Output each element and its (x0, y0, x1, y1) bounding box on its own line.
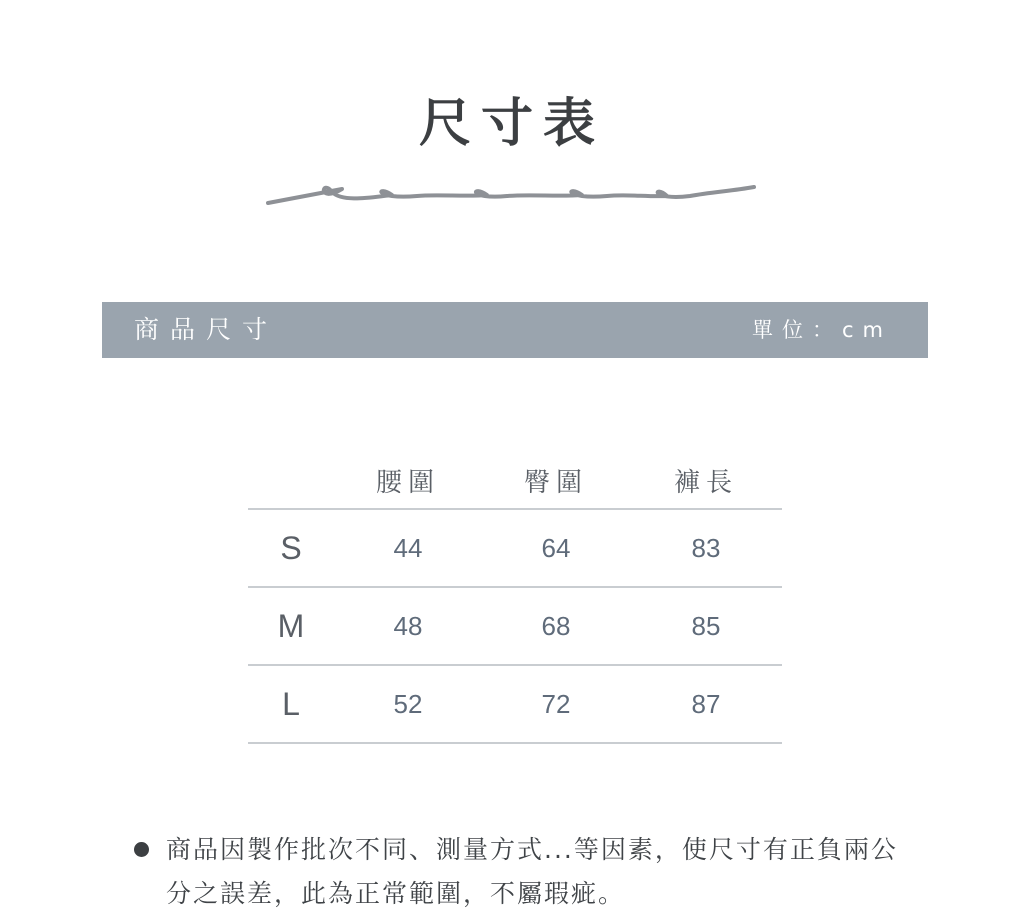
size-label: S (280, 529, 302, 566)
waist-value: 48 (393, 610, 423, 641)
length-value: 87 (691, 688, 721, 719)
size-label: M (277, 607, 305, 644)
disclaimer-text: 商品因製作批次不同、測量方式...等因素，使尺寸有正負兩公分之誤差，此為正常範圍，不屬瑕疵。 (166, 835, 898, 908)
table-header-row (248, 460, 782, 510)
size-label: L (282, 685, 300, 722)
header-size-cell (248, 460, 334, 510)
header-waist: 腰圍 (375, 468, 440, 498)
length-value: 83 (691, 532, 721, 563)
waist-value: 44 (393, 532, 423, 563)
waist-value: 52 (393, 688, 423, 719)
section-header-bar (102, 302, 928, 358)
table-row (248, 510, 782, 588)
section-title: 商品尺寸 (134, 315, 279, 344)
unit-label: 單位：cm (751, 318, 892, 342)
length-value: 85 (691, 610, 721, 641)
bullet-icon (134, 842, 149, 857)
table-row (248, 588, 782, 666)
header-length: 褲長 (673, 468, 738, 498)
decorative-squiggle (262, 176, 762, 216)
hip-value: 72 (541, 688, 571, 719)
page-title: 尺寸表 (418, 94, 605, 154)
hip-value: 68 (541, 610, 571, 641)
table-row (248, 666, 782, 744)
header-hip: 臀圍 (523, 468, 588, 498)
hip-value: 64 (541, 532, 571, 563)
size-table (248, 460, 782, 744)
